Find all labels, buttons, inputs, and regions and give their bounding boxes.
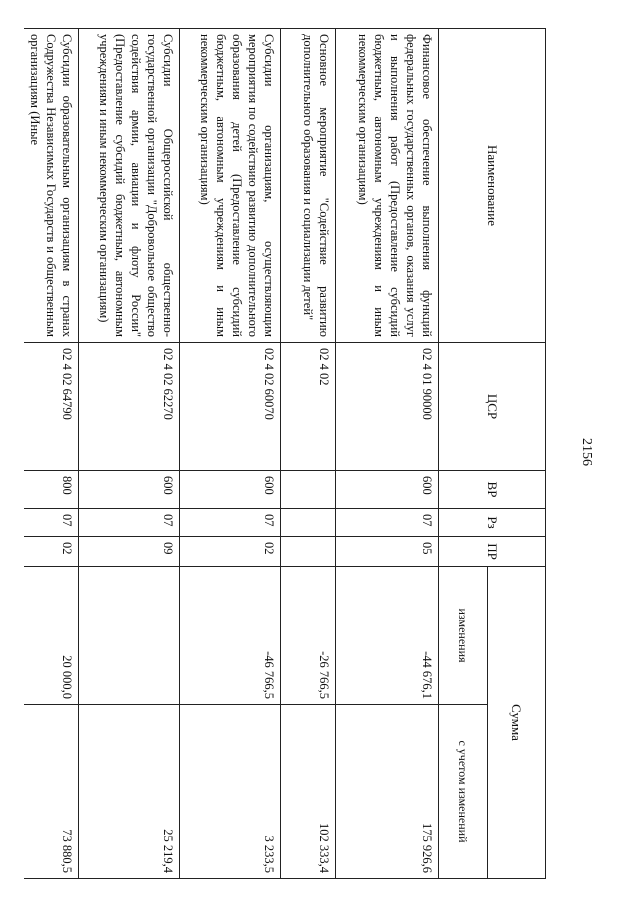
row-rz: 07 [336, 509, 439, 537]
header-pr: ПР [439, 537, 546, 567]
row-change: 20 000,0 [24, 567, 79, 705]
header-with-changes: с учетом изменений [439, 705, 488, 879]
row-rz: 07 [180, 509, 281, 537]
row-name: Субсидии Общероссийской общественно-государственной организации "Добровольное общество содействия армии, авиации и флоту России" (Предоставление субсидий бюджетным, автономным учреждениям и иным некоммерческим организациям) [79, 29, 180, 343]
row-pr: 02 [180, 537, 281, 567]
table-row [281, 29, 336, 879]
row-csr: 02 4 01 90000 [336, 343, 439, 471]
row-name: Субсидии организациям, осуществляющим мероприятия по содействию развитию дополнительного образования детей (Предоставление субсидий бюджетным, автономным учреждениям и иным некоммерческим организациям) [180, 29, 281, 343]
row-name: Основное мероприятие "Содействие развитию дополнительного образования и социализации детей" [281, 29, 336, 343]
row-vr: 600 [79, 471, 180, 509]
table-row [24, 29, 79, 879]
row-csr: 02 4 02 [281, 343, 336, 471]
row-vr: 600 [180, 471, 281, 509]
row-vr: 600 [336, 471, 439, 509]
header-vr: ВР [439, 471, 546, 509]
row-total: 73 880,5 [24, 705, 79, 879]
table-row [180, 29, 281, 879]
header-csr: ЦСР [439, 343, 546, 471]
row-csr: 02 4 02 64790 [24, 343, 79, 471]
budget-table [24, 28, 546, 879]
row-pr [281, 537, 336, 567]
row-csr: 02 4 02 62270 [79, 343, 180, 471]
row-rz: 07 [24, 509, 79, 537]
header-sum: Сумма [488, 567, 546, 879]
row-change: -26 766,5 [281, 567, 336, 705]
row-total: 175 926,6 [336, 705, 439, 879]
header-changes: изменения [439, 567, 488, 705]
row-name: Субсидии образовательным организациям в странах Содружества Независимых Государств и общественным организациям (Иные [24, 29, 79, 343]
row-total: 102 333,4 [281, 705, 336, 879]
row-rz: 07 [79, 509, 180, 537]
budget-table-sheet [28, 28, 546, 878]
page-number: 2156 [579, 438, 594, 466]
table-row [336, 29, 439, 879]
table-row [79, 29, 180, 879]
row-change [79, 567, 180, 705]
header-rz: Рз [439, 509, 546, 537]
row-pr: 05 [336, 537, 439, 567]
row-change: -46 766,5 [180, 567, 281, 705]
row-total: 3 233,5 [180, 705, 281, 879]
header-name: Наименование [439, 29, 546, 343]
row-total: 25 219,4 [79, 705, 180, 879]
row-rz [281, 509, 336, 537]
row-vr [281, 471, 336, 509]
row-csr: 02 4 02 60070 [180, 343, 281, 471]
row-vr: 800 [24, 471, 79, 509]
row-change: -44 676,1 [336, 567, 439, 705]
row-name: Финансовое обеспечение выполнения функций федеральных государственных органов, оказания услуг и выполнения работ (Предоставление субсидий бюджетным, автономным учреждениям и иным некоммерческим организациям) [336, 29, 439, 343]
row-pr: 02 [24, 537, 79, 567]
row-pr: 09 [79, 537, 180, 567]
